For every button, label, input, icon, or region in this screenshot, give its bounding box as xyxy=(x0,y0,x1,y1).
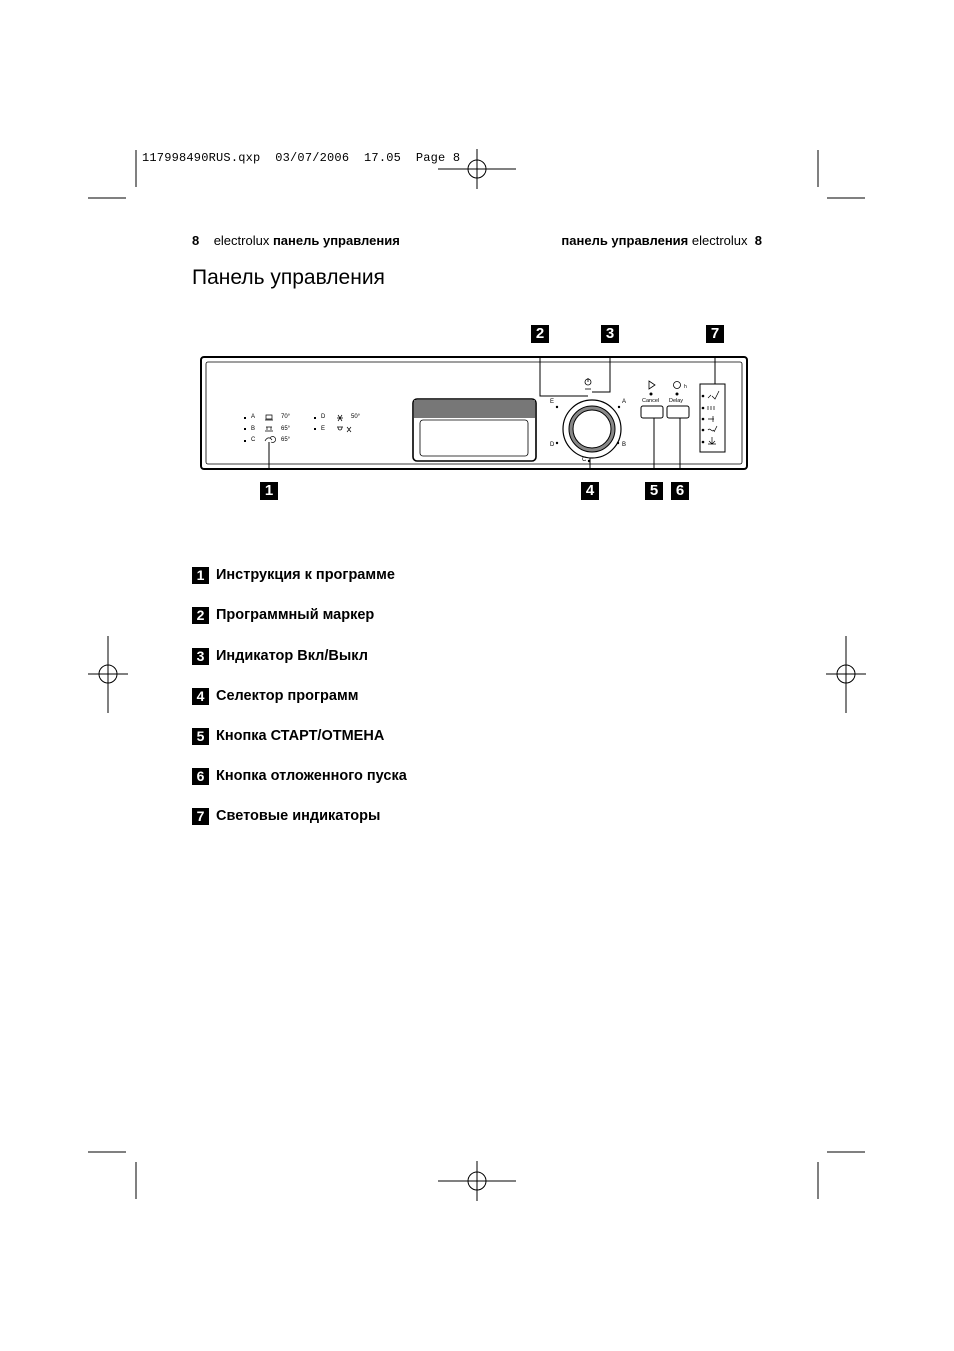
legend-item-6 xyxy=(192,767,407,785)
dial-letter-e: E xyxy=(550,399,555,405)
legend-number: 6 xyxy=(192,768,209,785)
callout-5: 5 xyxy=(645,482,663,500)
delay-unit: h xyxy=(684,384,687,390)
legend-number: 5 xyxy=(192,728,209,745)
program-row xyxy=(251,424,291,436)
start-cancel-button[interactable] xyxy=(641,406,663,418)
callout-6: 6 xyxy=(671,482,689,500)
page-number: 8 xyxy=(192,233,200,248)
control-panel-diagram xyxy=(200,356,748,470)
program-temp: 70° xyxy=(281,414,291,420)
program-letter: B xyxy=(251,425,256,432)
legend-item-5 xyxy=(192,727,384,745)
brand-name: electrolux xyxy=(213,233,270,248)
program-letter: A xyxy=(251,414,256,420)
section-name: панель управления xyxy=(561,233,689,248)
dial-letter-d: D xyxy=(550,442,555,448)
legend-item-7 xyxy=(192,807,380,825)
legend-number: 4 xyxy=(192,688,209,705)
delay-label: Delay xyxy=(669,398,684,404)
legend-number: 3 xyxy=(192,648,209,665)
program-letter: D xyxy=(321,414,326,420)
brand-name: electrolux xyxy=(691,233,748,248)
callout-1: 1 xyxy=(260,482,278,500)
cancel-label: Cancel xyxy=(642,398,660,404)
callout-4: 4 xyxy=(581,482,599,500)
program-row xyxy=(321,424,325,436)
legend-text: Индикатор Вкл/Выкл xyxy=(216,648,368,664)
program-list-right xyxy=(321,412,361,435)
running-header-right xyxy=(561,233,762,248)
program-temp: 65° xyxy=(281,437,291,443)
running-header-left xyxy=(192,233,400,248)
program-list-left xyxy=(251,412,291,447)
print-slug: 117998490RUS.qxp 03/07/2006 17.05 Page 8 xyxy=(142,151,461,165)
program-row xyxy=(251,435,291,447)
dial-letter-c: C xyxy=(582,457,587,463)
legend-text: Кнопка отложенного пуска xyxy=(216,768,407,784)
legend-text: Селектор программ xyxy=(216,688,359,704)
legend-item-2 xyxy=(192,606,374,624)
legend-item-1 xyxy=(192,566,395,584)
legend-number: 7 xyxy=(192,808,209,825)
page-number: 8 xyxy=(754,233,762,248)
program-row xyxy=(251,412,291,424)
section-name: панель управления xyxy=(272,233,400,248)
legend-number: 2 xyxy=(192,607,209,624)
program-letter: C xyxy=(251,437,256,443)
page-title: Панель управления xyxy=(192,266,385,289)
program-temp: 50° xyxy=(351,414,361,420)
callout-3: 3 xyxy=(601,325,619,343)
legend-text: Кнопка СТАРТ/ОТМЕНА xyxy=(216,728,385,744)
delay-button[interactable] xyxy=(667,406,689,418)
program-row xyxy=(321,412,361,424)
program-letter: E xyxy=(321,425,326,432)
legend-item-3 xyxy=(192,647,368,665)
legend-text: Программный маркер xyxy=(216,607,375,623)
dial-letter-a: A xyxy=(622,399,627,405)
program-selector-dial[interactable] xyxy=(563,400,621,458)
program-temp: 65° xyxy=(281,425,291,432)
legend-text: Световые индикаторы xyxy=(216,808,381,824)
callout-7: 7 xyxy=(706,325,724,343)
legend-item-4 xyxy=(192,687,358,705)
legend-text: Инструкция к программе xyxy=(216,567,395,583)
legend-number: 1 xyxy=(192,567,209,584)
dial-letter-b: B xyxy=(622,442,627,448)
callout-2: 2 xyxy=(531,325,549,343)
